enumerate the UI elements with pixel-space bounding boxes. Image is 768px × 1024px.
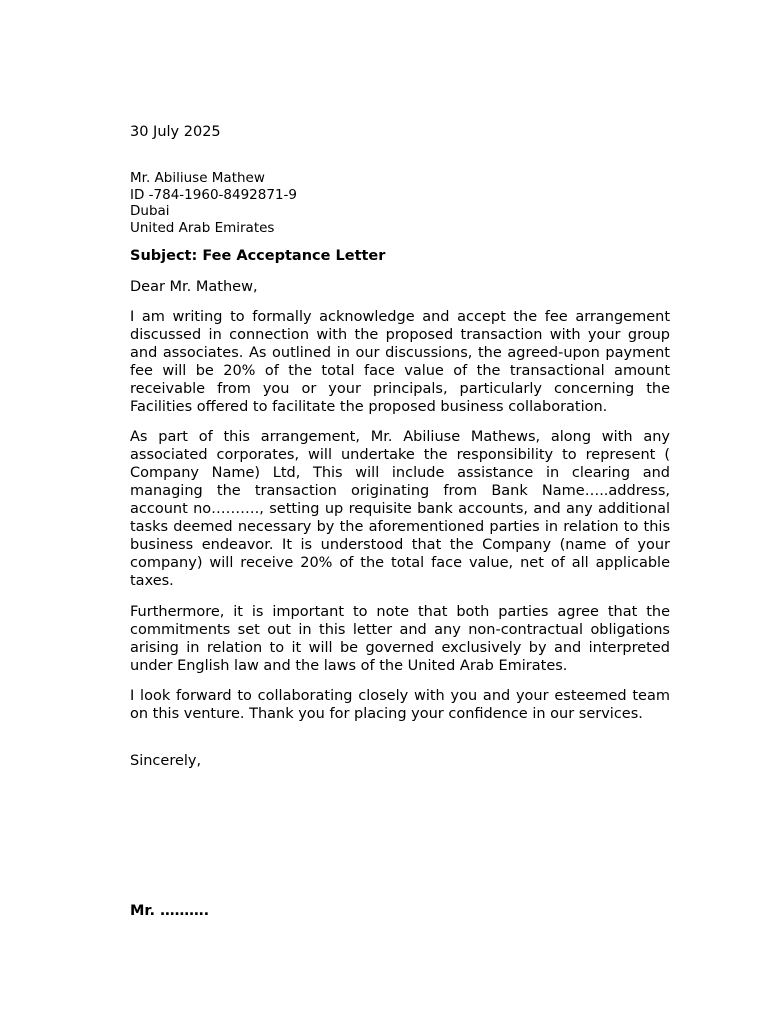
letter-date: 30 July 2025 <box>130 124 221 140</box>
letter-salutation: Dear Mr. Mathew, <box>130 279 258 295</box>
body-paragraph-2: As part of this arrangement, Mr. Abiliuse Mathews, along with any associated corporates, will undertake the responsibility to represent ( Company Name) Ltd, This will include assistance in clearing and managing the transaction originating from Bank Name…..address, account no………., setting up requisite bank accounts, and any additional tasks deemed necessary by the aforementioned parties in relation to this business endeavor. It is understood that the Company (name of your company) will receive 20% of the total face value, net of all applicable taxes. <box>130 429 670 589</box>
letter-closing: Sincerely, <box>130 753 202 769</box>
recipient-country: United Arab Emirates <box>130 219 275 236</box>
body-paragraph-3: Furthermore, it is important to note that both parties agree that the commitments set out in this letter and any non-contractual obligations arising in relation to it will be governed exclusively by and interpreted under English law and the laws of the United Arab Emirates. <box>130 604 670 674</box>
recipient-city: Dubai <box>130 203 170 219</box>
recipient-name: Mr. Abiliuse Mathew <box>130 170 265 186</box>
letter-subject: Subject: Fee Acceptance Letter <box>130 248 386 264</box>
body-paragraph-1: I am writing to formally acknowledge and accept the fee arrangement discussed in connection with the proposed transaction with your group and associates. As outlined in our discussions, the agreed-upon payment fee will be 20% of the total face value of the transactional amount receivable from you or your principals, particularly concerning the Facilities offered to facilitate the proposed business collaboration. <box>130 309 670 415</box>
recipient-id: ID -784-1960-8492871-9 <box>130 186 297 203</box>
body-paragraph-4: I look forward to collaborating closely with you and your esteemed team on this venture. Thank you for placing your confidence in our services. <box>130 688 670 722</box>
signature-name: Mr. ………. <box>130 903 210 919</box>
